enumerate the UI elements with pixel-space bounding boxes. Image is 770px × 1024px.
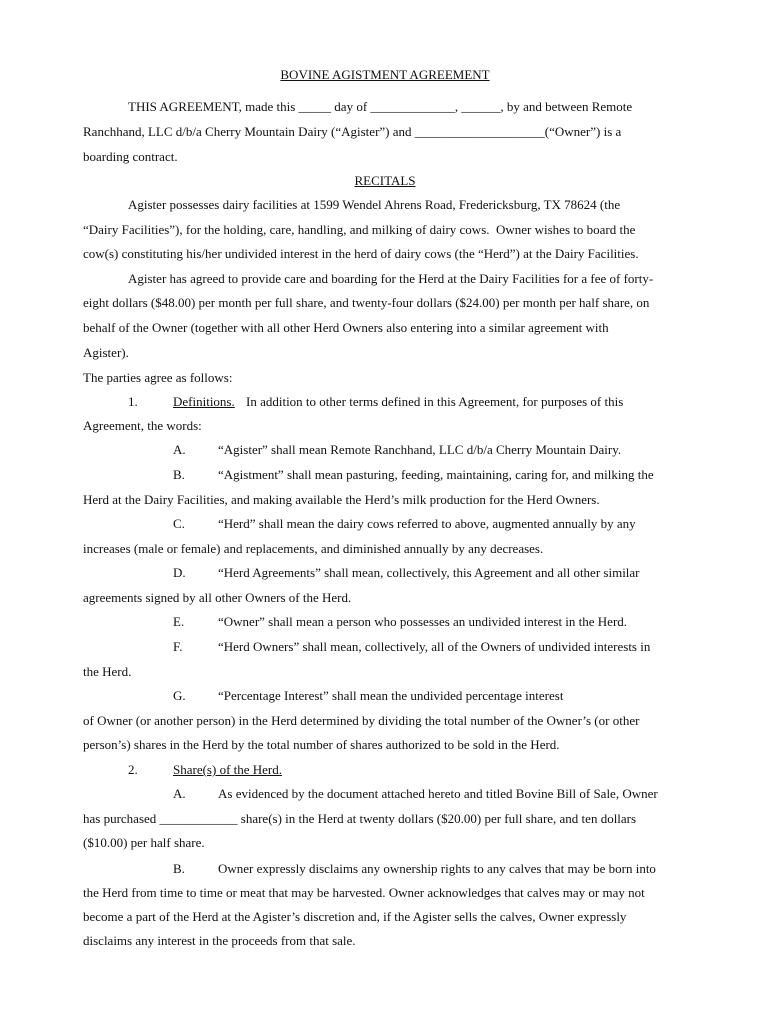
intro-line: Ranchhand, LLC d/b/a Cherry Mountain Dairy (“Agister”) and ____________________(“Owner”) is a [83, 124, 622, 139]
item-letter: F. [173, 639, 183, 654]
item-line: increases (male or female) and replacements, and diminished annually by any decreases. [83, 541, 544, 556]
item-line: person’s) shares in the Herd by the total number of shares authorized to be sold in the Herd. [83, 737, 560, 752]
item-letter: G. [173, 688, 186, 703]
section-number: 2. [128, 762, 138, 777]
item-letter: B. [173, 861, 185, 876]
item-line: “Percentage Interest” shall mean the undivided percentage interest [218, 688, 564, 703]
recital-line: Agister possesses dairy facilities at 1599 Wendel Ahrens Road, Fredericksburg, TX 78624 (the [128, 197, 621, 212]
section-heading: Share(s) of the Herd. [173, 762, 283, 777]
item-letter: A. [173, 786, 186, 801]
item-line: “Herd” shall mean the dairy cows referred to above, augmented annually by any [218, 516, 636, 531]
item-letter: E. [173, 614, 185, 629]
item-letter: C. [173, 516, 185, 531]
item-line: has purchased ____________ share(s) in the Herd at twenty dollars ($20.00) per full share, and ten dollars [83, 811, 637, 826]
item-letter: B. [173, 467, 185, 482]
item-line: the Herd from time to time or meat that may be harvested. Owner acknowledges that calves may or may not [83, 885, 645, 900]
recital-line: eight dollars ($48.00) per month per full share, and twenty-four dollars ($24.00) per month per half share, on [83, 295, 650, 310]
item-line: ($10.00) per half share. [83, 835, 205, 850]
item-line: “Agistment” shall mean pasturing, feeding, maintaining, caring for, and milking the [218, 467, 654, 482]
document-title: BOVINE AGISTMENT AGREEMENT [280, 67, 490, 82]
recital-line: “Dairy Facilities”), for the holding, care, handling, and milking of dairy cows. Owner wishes to board the [83, 222, 636, 237]
item-line: “Herd Owners” shall mean, collectively, all of the Owners of undivided interests in [218, 639, 651, 654]
item-line: disclaims any interest in the proceeds from that sale. [83, 933, 356, 948]
item-line: “Herd Agreements” shall mean, collectively, this Agreement and all other similar [218, 565, 640, 580]
intro-line: THIS AGREEMENT, made this _____ day of _____________, ______, by and between Remote [128, 99, 633, 114]
section-text: In addition to other terms defined in this Agreement, for purposes of this [246, 394, 624, 409]
recital-line: Agister). [83, 345, 129, 360]
intro-line: boarding contract. [83, 149, 178, 164]
section-text: Agreement, the words: [83, 418, 202, 433]
section-number: 1. [128, 394, 138, 409]
recitals-heading: RECITALS [354, 173, 416, 188]
item-letter: A. [173, 442, 186, 457]
item-letter: D. [173, 565, 186, 580]
recital-line: cow(s) constituting his/her undivided interest in the herd of dairy cows (the “Herd”) at the Dairy Facilities. [83, 246, 639, 261]
item-line: agreements signed by all other Owners of the Herd. [83, 590, 352, 605]
item-line: Owner expressly disclaims any ownership rights to any calves that may be born into [218, 861, 656, 876]
recital-line: Agister has agreed to provide care and boarding for the Herd at the Dairy Facilities for a fee of forty- [128, 271, 654, 286]
parties-agree: The parties agree as follows: [83, 370, 233, 385]
item-line: Herd at the Dairy Facilities, and making available the Herd’s milk production for the Herd Owners. [83, 492, 600, 507]
recital-line: behalf of the Owner (together with all other Herd Owners also entering into a similar agreement with [83, 320, 609, 335]
item-line: the Herd. [83, 664, 132, 679]
item-line: “Agister” shall mean Remote Ranchhand, LLC d/b/a Cherry Mountain Dairy. [218, 442, 622, 457]
item-line: As evidenced by the document attached hereto and titled Bovine Bill of Sale, Owner [218, 786, 658, 801]
section-heading: Definitions. [173, 394, 235, 409]
item-line: “Owner” shall mean a person who possesses an undivided interest in the Herd. [218, 614, 628, 629]
item-line: become a part of the Herd at the Agister’s discretion and, if the Agister sells the calves, Owner expressly [83, 909, 627, 924]
item-line: of Owner (or another person) in the Herd determined by dividing the total number of the Owner’s (or other [83, 713, 640, 728]
